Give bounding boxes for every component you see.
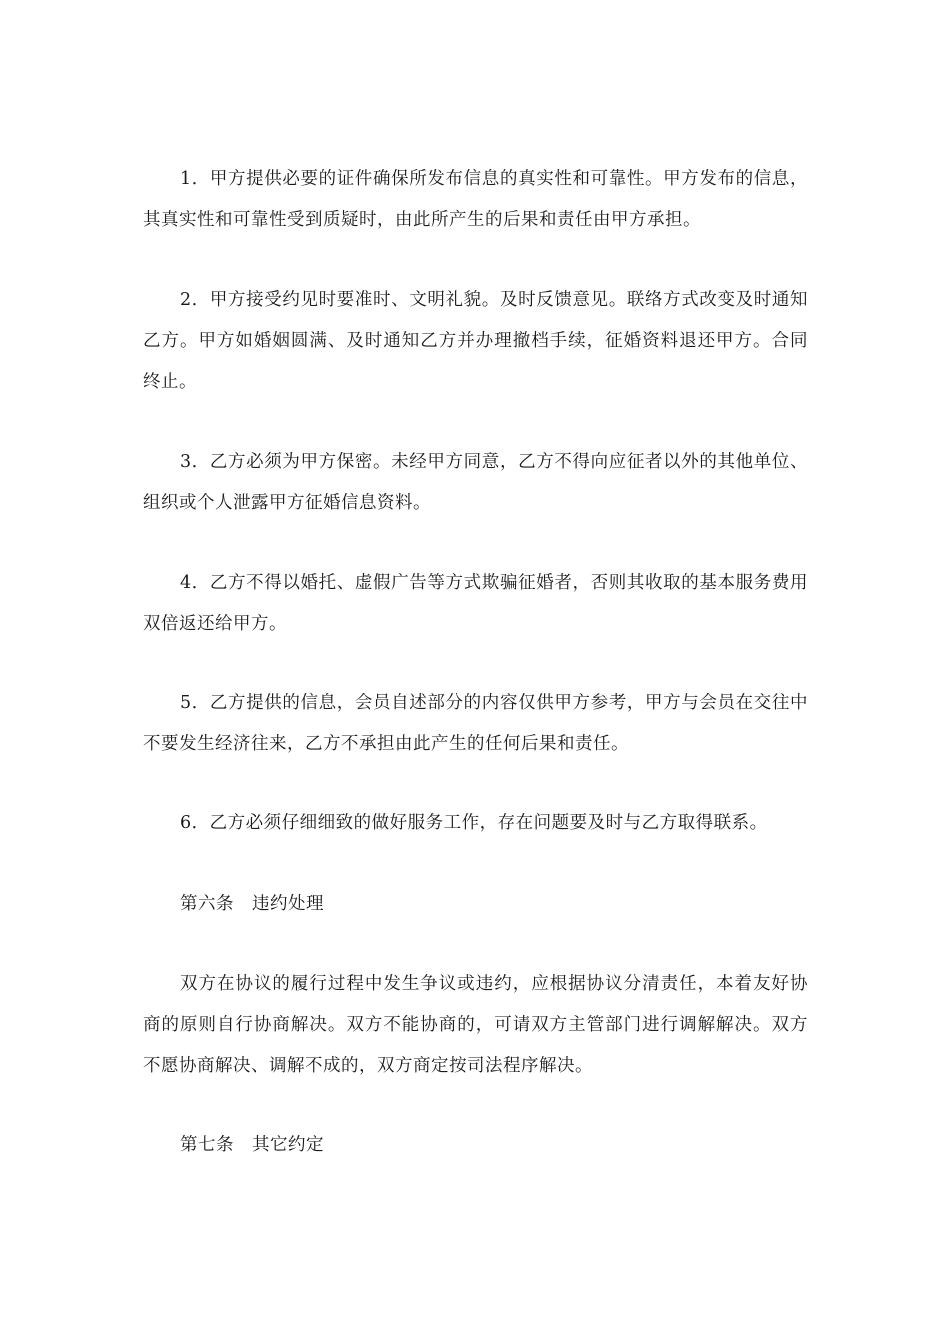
clause-1: 1．甲方提供必要的证件确保所发布信息的真实性和可靠性。甲方发布的信息，其真实性和可靠性受到质疑时，由此所产生的后果和责任由甲方承担。 xyxy=(143,169,808,230)
section-6-body: 双方在协议的履行过程中发生争议或违约，应根据协议分清责任，本着友好协商的原则自行协商解决。双方不能协商的，可请双方主管部门进行调解解决。双方不愿协商解决、调解不成的，双方商定按司法程序解决。 xyxy=(143,974,808,1076)
clause-6: 6．乙方必须仔细细致的做好服务工作，存在问题要及时与乙方取得联系。 xyxy=(180,813,768,833)
clause-5: 5．乙方提供的信息，会员自述部分的内容仅供甲方参考，甲方与会员在交往中不要发生经济往来，乙方不承担由此产生的任何后果和责任。 xyxy=(143,693,808,754)
section-7-heading: 第七条 其它约定 xyxy=(180,1135,324,1155)
clause-2: 2．甲方接受约见时要准时、文明礼貌。及时反馈意见。联络方式改变及时通知乙方。甲方如婚姻圆满、及时通知乙方并办理撤档手续，征婚资料退还甲方。合同终止。 xyxy=(143,290,808,392)
section-6-heading: 第六条 违约处理 xyxy=(180,894,324,914)
clause-4: 4．乙方不得以婚托、虚假广告等方式欺骗征婚者，否则其收取的基本服务费用双倍返还给甲方。 xyxy=(143,573,808,634)
clause-3: 3．乙方必须为甲方保密。未经甲方同意，乙方不得向应征者以外的其他单位、组织或个人泄露甲方征婚信息资料。 xyxy=(143,452,808,513)
